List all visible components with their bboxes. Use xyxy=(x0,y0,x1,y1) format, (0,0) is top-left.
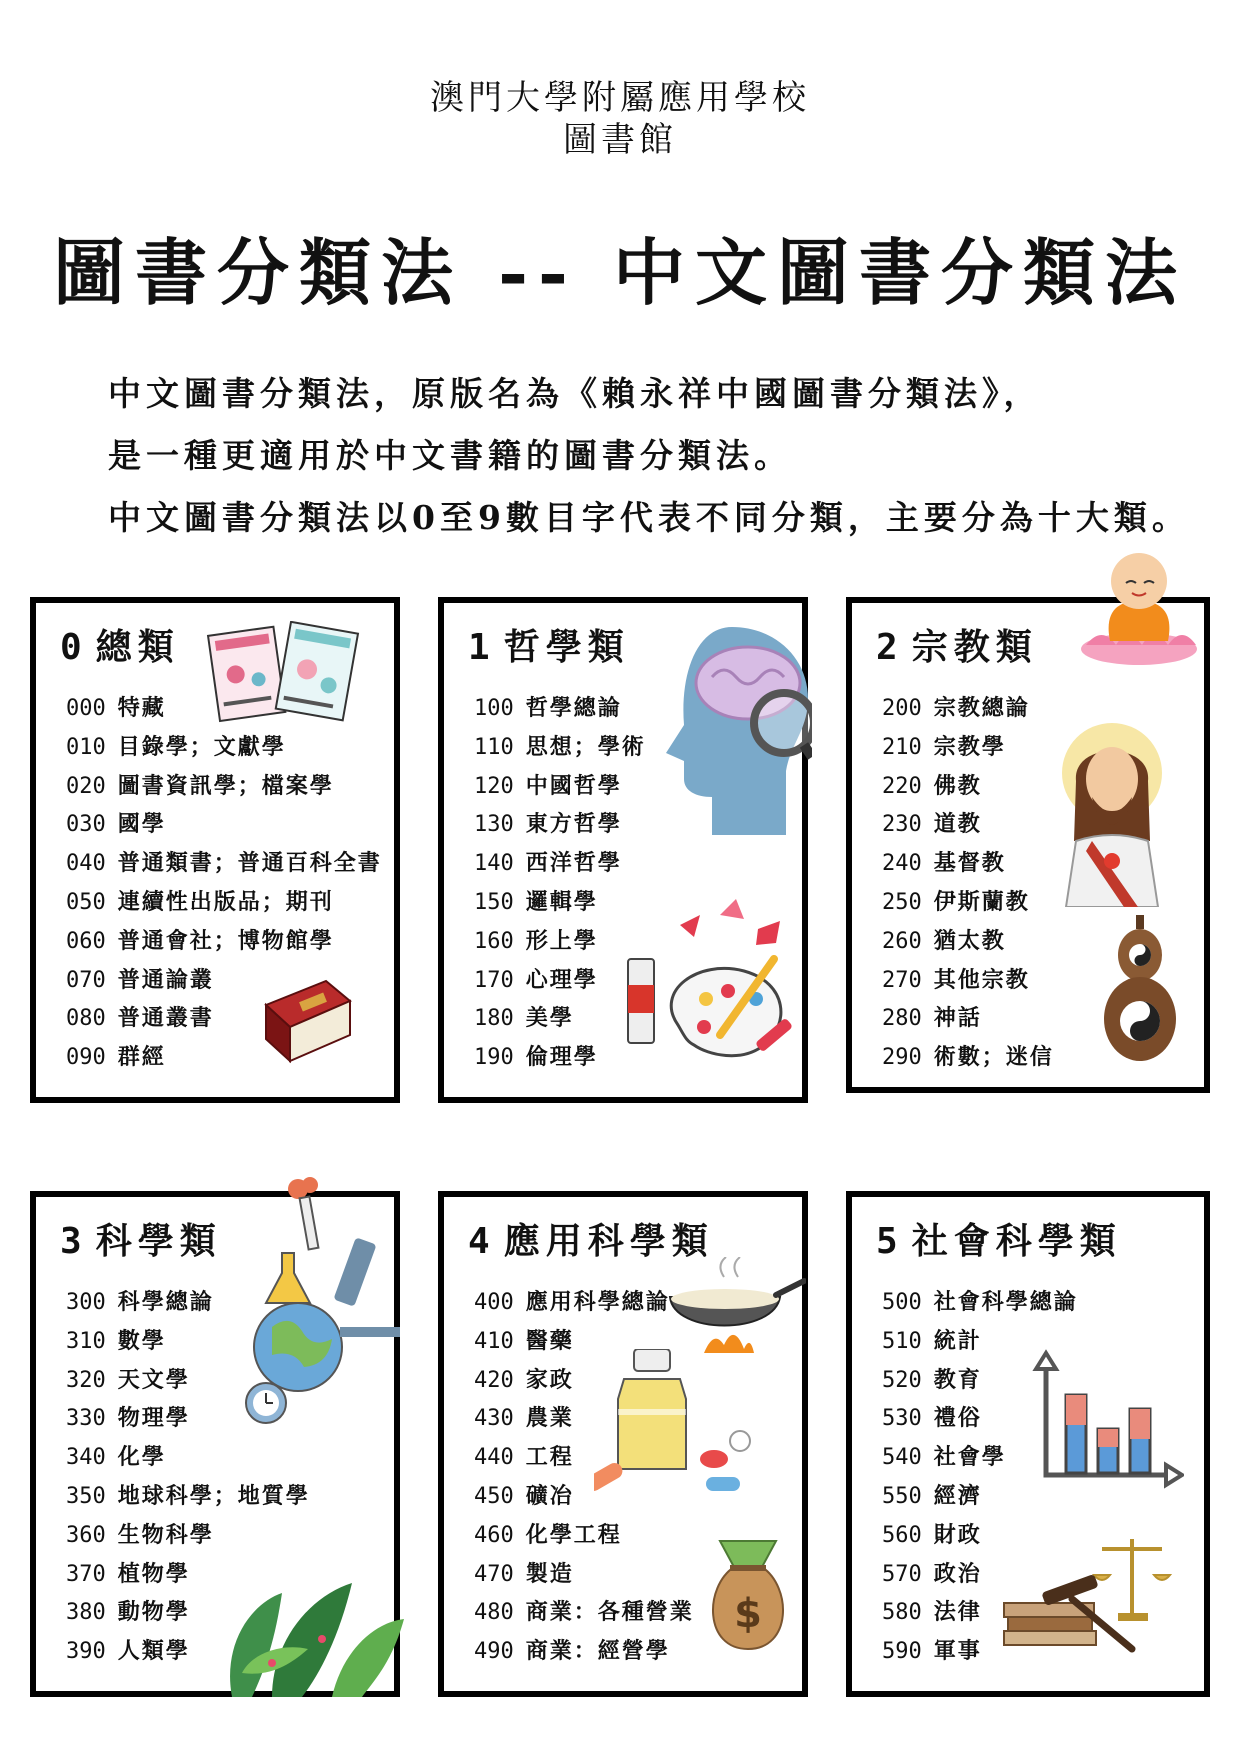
category-title: 5 社會科學類 xyxy=(876,1220,1122,1262)
list-item: 470 製造 xyxy=(474,1560,574,1587)
list-item: 580 法律 xyxy=(882,1599,982,1626)
list-item: 400 應用科學總論 xyxy=(474,1289,670,1315)
list-item: 490 商業：經營學 xyxy=(474,1638,670,1665)
category-card-1 xyxy=(438,597,808,1103)
law-scales-icon xyxy=(1002,1533,1192,1657)
category-title: 0 總類 xyxy=(60,626,180,668)
list-item: 010 目錄學；文獻學 xyxy=(66,733,286,760)
intro-line: 是一種更適用於中文書籍的圖書分類法。 xyxy=(108,436,792,475)
brain-magnifier-icon xyxy=(662,621,812,843)
art-palette-icon xyxy=(624,895,804,1071)
jesus-icon xyxy=(1052,721,1172,907)
list-item: 340 化學 xyxy=(66,1444,166,1471)
list-item: 170 心理學 xyxy=(474,966,598,993)
list-item: 300 科學總論 xyxy=(66,1289,214,1315)
list-item: 250 伊斯蘭教 xyxy=(882,888,1030,915)
book-icon xyxy=(256,975,356,1071)
list-item: 420 家政 xyxy=(474,1366,574,1393)
list-item: 100 哲學總論 xyxy=(474,695,622,721)
list-item: 180 美學 xyxy=(474,1005,574,1032)
category-title: 1 哲學類 xyxy=(468,626,630,668)
list-item: 260 猶太教 xyxy=(882,927,1006,954)
list-item: 080 普通叢書 xyxy=(66,1005,214,1032)
list-item: 160 形上學 xyxy=(474,927,598,954)
list-item: 320 天文學 xyxy=(66,1366,190,1393)
list-item: 330 物理學 xyxy=(66,1405,190,1432)
bar-chart-icon xyxy=(1032,1349,1184,1495)
list-item: 590 軍事 xyxy=(882,1638,982,1665)
list-item: 190 倫理學 xyxy=(474,1044,598,1071)
intro-line: 中文圖書分類法，原版名為《賴永祥中國圖書分類法》， xyxy=(108,374,1042,413)
list-item: 460 化學工程 xyxy=(474,1521,622,1548)
list-item: 120 中國哲學 xyxy=(474,772,622,799)
category-title: 4 應用科學類 xyxy=(468,1220,714,1262)
list-item: 020 圖書資訊學；檔案學 xyxy=(66,772,334,799)
list-item: 450 礦冶 xyxy=(474,1482,574,1509)
intro-line: 中文圖書分類法以0至9數目字代表不同分類，主要分為十大類。 xyxy=(108,498,1190,537)
category-title: 3 科學類 xyxy=(60,1220,222,1262)
list-item: 510 統計 xyxy=(882,1327,982,1354)
list-item: 560 財政 xyxy=(882,1521,982,1548)
page-title: 圖書分類法 -- 中文圖書分類法 xyxy=(53,230,1187,315)
category-list xyxy=(882,689,1054,1077)
tropical-leaves-icon xyxy=(212,1553,406,1697)
list-item: 370 植物學 xyxy=(66,1560,190,1587)
svg-text:$: $ xyxy=(734,1591,762,1637)
list-item: 140 西洋哲學 xyxy=(474,850,622,877)
list-item: 040 普通類書；普通百科全書 xyxy=(66,850,382,877)
list-item: 440 工程 xyxy=(474,1444,574,1471)
list-item: 220 佛教 xyxy=(882,772,982,799)
list-item: 540 社會學 xyxy=(882,1444,1006,1471)
school-name: 澳門大學附屬應用學校 xyxy=(430,78,810,118)
list-item: 200 宗教總論 xyxy=(882,695,1030,721)
category-card-5 xyxy=(846,1191,1210,1697)
list-item: 520 教育 xyxy=(882,1366,982,1393)
list-item: 050 連續性出版品；期刊 xyxy=(66,888,334,915)
medicine-icon xyxy=(594,1349,764,1499)
category-list xyxy=(474,689,646,1077)
list-item: 350 地球科學；地質學 xyxy=(66,1482,310,1509)
category-card-3 xyxy=(30,1191,400,1697)
list-item: 550 經濟 xyxy=(882,1482,982,1509)
list-item: 360 生物科學 xyxy=(66,1521,214,1548)
list-item: 110 思想；學術 xyxy=(474,733,646,760)
category-card-0 xyxy=(30,597,400,1103)
list-item: 310 數學 xyxy=(66,1327,166,1354)
category-title: 2 宗教類 xyxy=(876,626,1038,668)
list-item: 280 神話 xyxy=(882,1005,982,1032)
library-name: 圖書館 xyxy=(563,120,677,160)
list-item: 430 農業 xyxy=(474,1405,574,1432)
wok-icon xyxy=(664,1257,806,1363)
list-item: 290 術數；迷信 xyxy=(882,1044,1054,1071)
list-item: 210 宗教學 xyxy=(882,733,1006,760)
magazines-icon xyxy=(206,621,366,729)
list-item: 500 社會科學總論 xyxy=(882,1289,1078,1315)
science-lab-icon xyxy=(228,1177,406,1433)
list-item: 060 普通會社；博物館學 xyxy=(66,927,334,954)
list-item: 000 特藏 xyxy=(66,695,166,721)
list-item: 570 政治 xyxy=(882,1560,982,1587)
gourd-yinyang-icon xyxy=(1102,915,1178,1065)
monk-icon xyxy=(1074,545,1204,669)
list-item: 480 商業：各種營業 xyxy=(474,1599,694,1626)
list-item: 230 道教 xyxy=(882,811,982,838)
list-item: 240 基督教 xyxy=(882,850,1006,877)
category-card-2 xyxy=(846,597,1210,1093)
money-bag-icon xyxy=(700,1527,796,1653)
list-item: 070 普通論叢 xyxy=(66,966,214,993)
list-item: 530 禮俗 xyxy=(882,1405,982,1432)
list-item: 410 醫藥 xyxy=(474,1327,574,1354)
list-item: 090 群經 xyxy=(66,1044,166,1071)
category-card-4 xyxy=(438,1191,808,1697)
list-item: 270 其他宗教 xyxy=(882,966,1030,993)
list-item: 130 東方哲學 xyxy=(474,811,622,838)
list-item: 150 邏輯學 xyxy=(474,888,598,915)
list-item: 380 動物學 xyxy=(66,1599,190,1626)
list-item: 030 國學 xyxy=(66,811,166,838)
list-item: 390 人類學 xyxy=(66,1638,190,1665)
